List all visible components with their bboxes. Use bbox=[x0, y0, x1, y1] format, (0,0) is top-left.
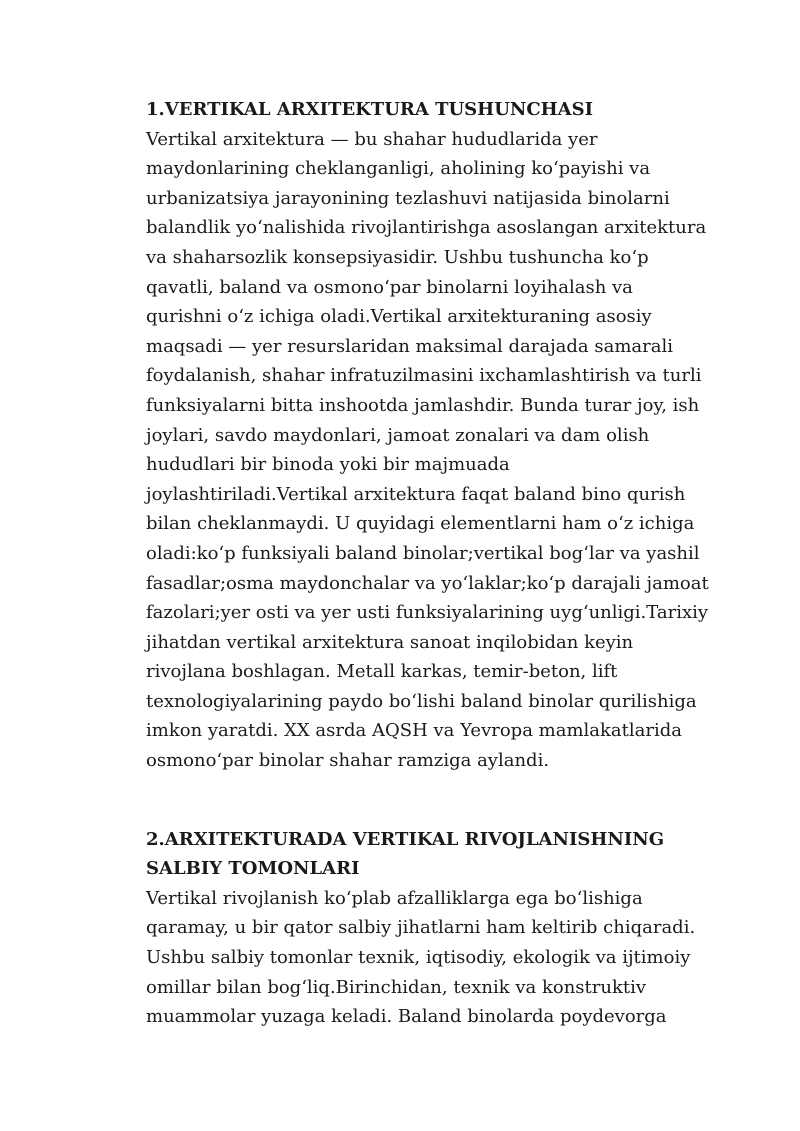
section-heading: 1.VERTIKAL ARXITEKTURA TUSHUNCHASI bbox=[146, 99, 594, 120]
section-paragraph: Vertikal arxitektura — bu shahar hududlarida yer maydonlarining cheklanganligi, aholining koʻpayishi va urbanizatsiya jarayonining tezlashuvi natijasida binolarni balandlik yoʻnalishida rivojlantirishga asoslangan arxitektura va shaharsozlik konsepsiyasidir. Ushbu tushuncha koʻp qavatli, baland va osmonoʻpar binolarni loyihalash va qurishni oʻz ichiga oladi.Vertikal arxitekturaning asosiy maqsadi — yer resurslaridan maksimal darajada samarali foydalanish, shahar infratuzilmasini ixchamlashtirish va turli funksiyalarni bitta inshootda jamlashdir. Bunda turar joy, ish joylari, savdo maydonlari, jamoat zonalari va dam olish hududlari bir binoda yoki bir majmuada joylashtiriladi.Vertikal arxitektura faqat baland bino qurish bilan cheklanmaydi. U quyidagi elementlarni ham oʻz ichiga oladi:koʻp funksiyali baland binolar;vertikal bogʻlar va yashil fasadlar;osma maydonchalar va yoʻlaklar;koʻp darajali jamoat fazolari;yer osti va yer usti funksiyalarining uygʻunligi.Tarixiy jihatdan vertikal arxitektura sanoat inqilobidan keyin rivojlana boshlagan. Metall karkas, temir-beton, lift texnologiyalarining paydo boʻlishi baland binolar qurilishiga imkon yaratdi. XX asrda AQSH va Yevropa mamlakatlarida osmonoʻpar binolar shahar ramziga aylandi. bbox=[146, 128, 709, 772]
section-vertical-architecture-concept bbox=[146, 95, 712, 776]
section-negative-aspects bbox=[146, 825, 712, 1032]
section-heading: 2.ARXITEKTURADA VERTIKAL RIVOJLANISHNING SALBIY TOMONLARI bbox=[146, 828, 665, 880]
document-page bbox=[146, 95, 712, 1032]
section-paragraph: Vertikal rivojlanish koʻplab afzalliklarga ega boʻlishiga qaramay, u bir qator salbiy jihatlarni ham keltirib chiqaradi. Ushbu salbiy tomonlar texnik, iqtisodiy, ekologik va ijtimoiy omillar bilan bogʻliq.Birinchidan, texnik va konstruktiv muammolar yuzaga keladi. Baland binolarda poydevorga bbox=[146, 887, 696, 1028]
